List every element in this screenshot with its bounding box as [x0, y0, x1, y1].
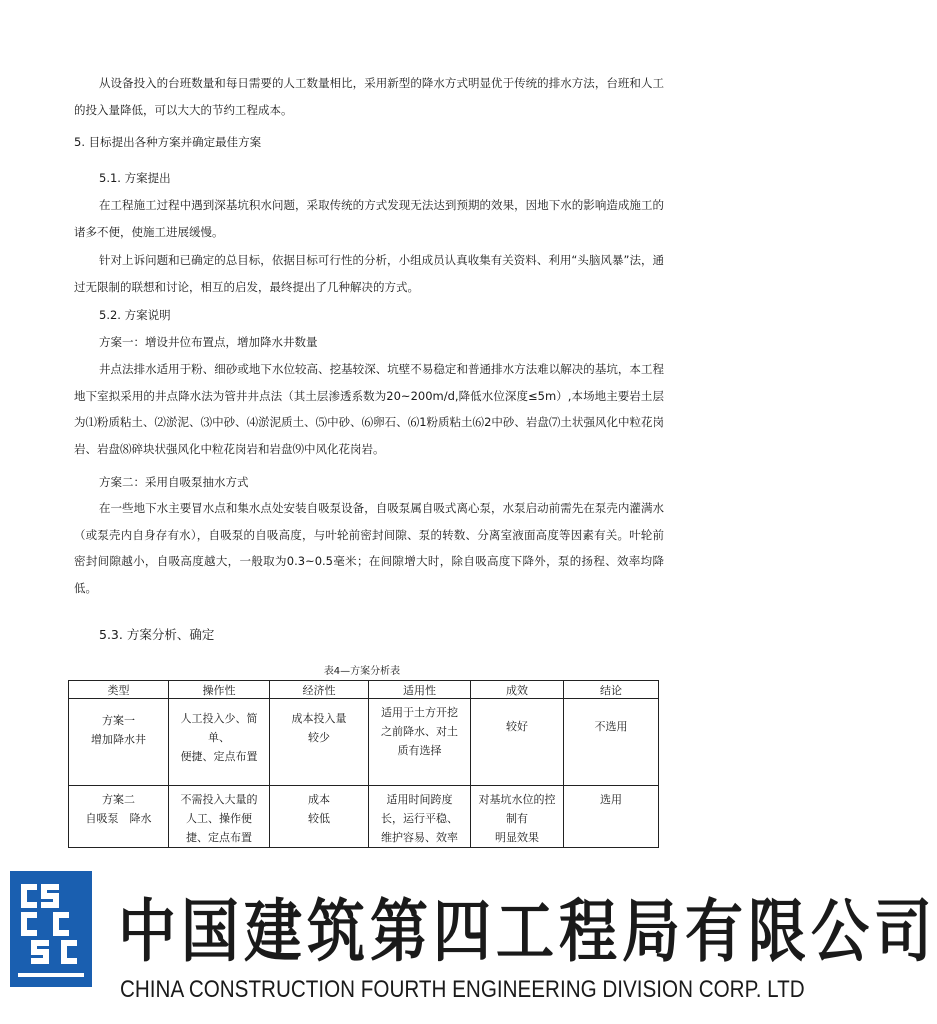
cell-conclusion: 不选用 — [564, 699, 659, 786]
cell-type: 方案二 自吸泵 降水 — [69, 786, 169, 848]
table-caption: 表4—方案分析表 — [323, 666, 401, 677]
paragraph-problem: 在工程施工过程中遇到深基坑积水问题，采取传统的方式发现无法达到预期的效果，因地下水的影响造成施工的诸多不便，使施工进展缓慢。 — [74, 198, 664, 239]
paragraph-brainstorm: 针对上诉问题和已确定的总目标，依据目标可行性的分析，小组成员认真收集有关资料、利用“头脑风暴”法，通过无限制的联想和讨论，相互的启发，最终提出了几种解决的方式。 — [74, 253, 664, 294]
plan-one-title: 方案一：增设井位布置点，增加降水井数量 — [99, 335, 318, 349]
plan-two-title: 方案二：采用自吸泵抽水方式 — [99, 475, 249, 489]
header-applicability: 适用性 — [369, 681, 471, 699]
heading-section-5-2: 5.2. 方案说明 — [99, 308, 171, 322]
table-header-row — [69, 681, 659, 699]
cell-operability: 人工投入少、简 单、 便捷、定点布置 — [169, 699, 270, 786]
company-name-english: CHINA CONSTRUCTION FOURTH ENGINEERING DIVISION CORP. LTD — [120, 976, 805, 1003]
header-type: 类型 — [69, 681, 169, 699]
cell-conclusion: 选用 — [564, 786, 659, 848]
heading-section-5-3: 5.3. 方案分析、确定 — [99, 627, 215, 642]
paragraph-self-priming-pump: 在一些地下水主要冒水点和集水点处安装自吸泵设备，自吸泵属自吸式离心泵，水泵启动前需先在泵壳内灌满水（或泵壳内自身存有水），自吸泵的自吸高度，与叶轮前密封间隙、泵的转数、分离室液面高度等因素有关。叶轮前密封间隙越小，自吸高度越大，一般取为0.3~0.5毫米；在间隙增大时，除自吸高度下降外，泵的扬程、效率均降低。 — [74, 501, 664, 595]
paragraph-well-point: 井点法排水适用于粉、细砂或地下水位较高、挖基较深、坑壁不易稳定和普通排水方法难以解决的基坑，本工程地下室拟采用的井点降水法为管井井点法（其土层渗透系数为20~200m/d,降低水位深度≤5m）,本场地主要岩土层为⑴粉质粘土、⑵淤泥、⑶中砂、⑷淤泥质土、⑸中砂、⑹卵石、⑹1粉质粘土⑹2中砂、岩盘⑺土状强风化中粒花岗岩、岩盘⑻碎块状强风化中粒花岗岩和岩盘⑼中风化花岗岩。 — [74, 362, 664, 456]
cell-type: 方案一 增加降水井 — [69, 699, 169, 786]
plan-analysis-table — [68, 680, 659, 848]
cell-applicability: 适用时间跨度 长，运行平稳、 维护容易、效率 — [369, 786, 471, 848]
heading-section-5-1: 5.1. 方案提出 — [99, 171, 171, 185]
header-conclusion: 结论 — [564, 681, 659, 699]
cell-economy: 成本 较低 — [270, 786, 369, 848]
cell-effect: 对基坑水位的控 制有 明显效果 — [471, 786, 564, 848]
cell-economy: 成本投入量 较少 — [270, 699, 369, 786]
company-footer — [0, 868, 937, 1024]
header-economy: 经济性 — [270, 681, 369, 699]
company-name-chinese: 中国建筑第四工程局有限公司 — [118, 891, 937, 972]
heading-section-5: 5. 目标提出各种方案并确定最佳方案 — [74, 135, 262, 149]
table-row — [69, 786, 659, 848]
cscec-logo — [10, 871, 92, 987]
header-operability: 操作性 — [169, 681, 270, 699]
paragraph-cost-comparison: 从设备投入的台班数量和每日需要的人工数量相比，采用新型的降水方式明显优于传统的排水方法，台班和人工的投入量降低，可以大大的节约工程成本。 — [74, 76, 664, 117]
cell-effect: 较好 — [471, 699, 564, 786]
header-effect: 成效 — [471, 681, 564, 699]
table-row — [69, 699, 659, 786]
cell-operability: 不需投入大量的 人工、操作便 捷、定点布置 — [169, 786, 270, 848]
cell-applicability: 适用于土方开挖 之前降水、对土 质有选择 — [369, 699, 471, 786]
